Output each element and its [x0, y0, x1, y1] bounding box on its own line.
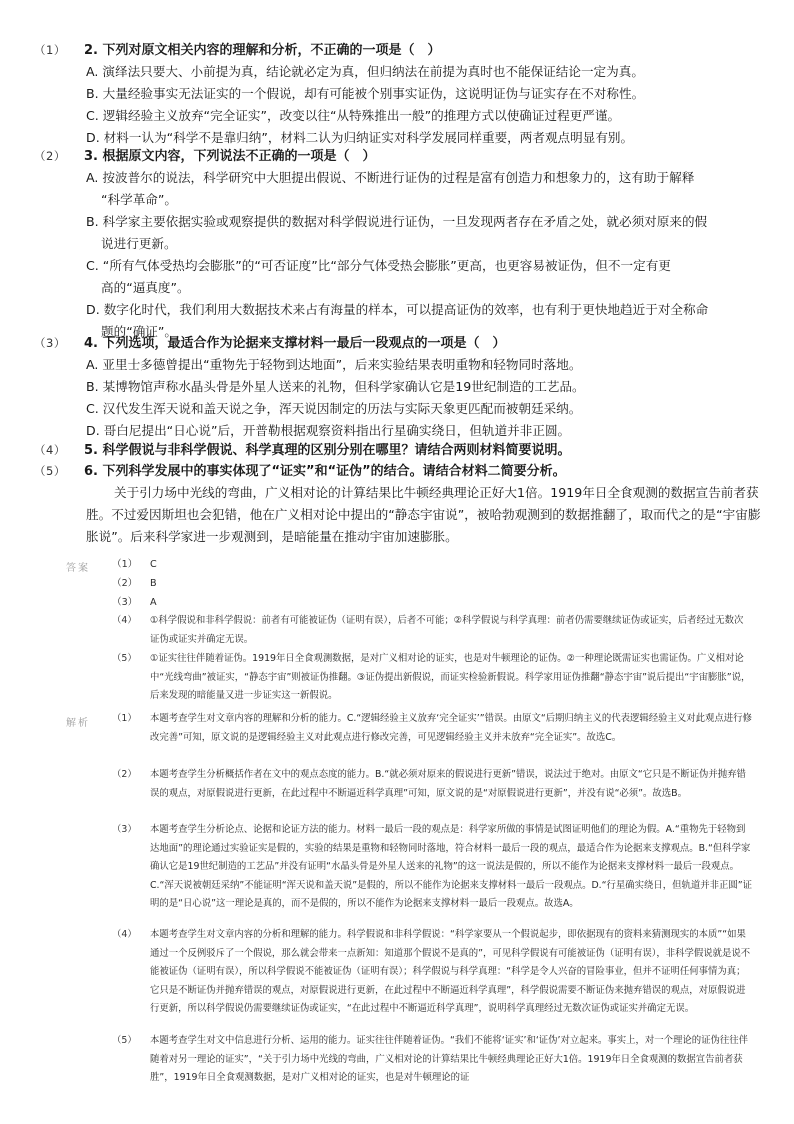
analysis-paragraph [112, 821, 752, 914]
answer-paragraph [112, 612, 752, 649]
question-2 [34, 146, 764, 343]
question-1 [34, 40, 764, 149]
analysis-paragraph [112, 766, 752, 803]
analysis-text: 本题考查学生分析概括作者在文中的观点态度的能力。B.“就必须对原来的假说进行更新”错误，说法过于绝对。由原文“它只是不断证伪并抛弃错误的观点，对原假说进行更新，在此过程中不断逼近科学真理”可知，原文说的是“对原假说进行更新”，并没有说“必须”。故选B。 [150, 769, 746, 799]
answer-paragraph [112, 650, 752, 706]
option-text-continued: 题的“确证”。 [101, 324, 178, 339]
option-text-continued: 说进行更新。 [101, 236, 177, 251]
option-text-continued: “科学革命”。 [101, 192, 178, 207]
question-header [34, 333, 764, 354]
option-text-continued: 高的“逼真度”。 [101, 280, 190, 295]
question-stem: 2. 下列对原文相关内容的理解和分析，不正确的一项是（ ） [84, 43, 441, 58]
option-a: A. 亚里士多德曾提出“重物先于轻物到达地面”，后来实验结果表明重物和轻物同时落地。 [86, 357, 582, 372]
analysis-text: 本题考查学生对文中信息进行分析、运用的能力。证实往往伴随着证伪。“我们不能将‘证实’和‘证伪’对立起来。事实上，对一个理论的证伪往往伴随着对另一理论的证实”，“关于引力场中光线的弯曲，广义相对论的计算结果比牛顿经典理论正好大1倍。1919年日全食观测的数据宣告前者获胜”，1919年日全食观测数据，是对广义相对论的证实，也是对牛顿理论的证 [150, 1035, 749, 1084]
option-b: B. 大量经验事实无法证实的一个假说，却有可能被个别事实证伪，这说明证伪与证实存在不对称性。 [86, 86, 645, 101]
option-d: D. 哥白尼提出“日心说”后，开普勒根据观察资料指出行星确实绕日，但轨道并非正圆。 [86, 423, 571, 438]
answer-text: ①科学假说和非科学假说：前者有可能被证伪（证明有误），后者不可能；②科学假说与科学真理：前者仍需要继续证伪或证实，后者经过无数次证伪或证实并确定无误。 [150, 615, 744, 645]
option-text: B. 科学家主要依据实验或观察提供的数据对科学假说进行证伪，一旦发现两者存在矛盾之处，就必须对原来的假 [86, 214, 708, 229]
answer-row [112, 556, 157, 573]
question-header [34, 40, 764, 61]
answer-number: （5） [112, 653, 137, 664]
option-text: A. 按波普尔的说法，科学研究中大胆提出假说、不断进行证伪的过程是富有创造力和想象力的，这有助于解释 [86, 170, 695, 185]
analysis-number: （3） [112, 824, 137, 835]
question-number: （4） [34, 443, 66, 457]
answer-number: （2） [112, 578, 138, 589]
question-stem: 4. 下列选项，最适合作为论据来支撑材料一最后一段观点的一项是（ ） [84, 336, 506, 351]
question-header [34, 461, 764, 482]
answer-text: ①证实往往伴随着证伪。1919年日全食观测数据，是对广义相对论的证实，也是对牛顿理论的证伪。②一种理论既需证实也需证伪。广义相对论中“光线弯曲”被证实，“静态宇宙”则被证伪推翻。③证伪提出新假说，而证实检验新假说。科学家用证伪推翻“静态宇宙”说后提出“宇宙膨胀”说，后来发现的暗能量又进一步证实这一新假说。 [150, 653, 751, 702]
analysis-number: （4） [112, 929, 137, 940]
option-c: C. 逻辑经验主义放弃“完全证实”，改变以往“从特殊推出一般”的推理方式以使确证过程更严谨。 [86, 108, 621, 123]
answer-row [112, 575, 157, 592]
question-number: （1） [34, 43, 66, 57]
option-b [34, 211, 764, 255]
question-number: （5） [34, 464, 66, 478]
option-text: D. 数字化时代，我们利用大数据技术来占有海量的样本，可以提高证伪的效率，也有利于更快地趋近于对全称命 [86, 302, 709, 317]
answer-row [112, 594, 157, 611]
answer-text: A [150, 597, 157, 608]
option-c [34, 255, 764, 299]
answer-text: C [150, 559, 157, 570]
question-5 [34, 461, 764, 548]
answer-number: （3） [112, 597, 138, 608]
option-a [34, 167, 764, 211]
analysis-text: 本题考查学生对文章内容的分析和理解的能力。科学假说和非科学假说：“科学家要从一个假说起步，即依据现有的资料来猜测现实的本质”“如果通过一个反例驳斥了一个假说，那么就会带来一点新知：知道那个假说不是真的”，可见科学假说有可能被证伪（证明有误），非科学假说就是说不能被证伪（证明有误），所以科学假说不能被证伪（证明有误）；科学假说与科学真理：“科学是令人兴奋的冒险事业，但并不证明任何事情为真；它只是不断证伪并抛弃错误的观点，对原假说进行更新，在此过程中不断逼近科学真理”，科学假说需要不断证伪来抛弃错误的观点，对原假说进行更新，所以科学假说仍需要继续证伪或证实，“在此过程中不断逼近科学真理”，说明科学真理经过无数次证伪或证实并确定无误。 [150, 929, 751, 1015]
question-stem: 3. 根据原文内容，下列说法不正确的一项是（ ） [84, 149, 376, 164]
analysis-paragraph [112, 1032, 752, 1088]
answer-number: （4） [112, 615, 137, 626]
question-stem: 6. 下列科学发展中的事实体现了“证实”和“证伪”的结合。请结合材料二简要分析。 [84, 464, 566, 479]
answer-label: 答案 [66, 563, 90, 574]
analysis-text: 本题考查学生分析论点、论据和论证方法的能力。材料一最后一段的观点是：科学家所做的事情是试图证明他们的理论为假。A.“重物先于轻物到达地面”的理论通过实验证实是假的，实验的结果是重物和轻物同时落地，符合材料一最后一段的观点，最适合作为论据来支撑观点。B.“但科学家确认它是19世纪制造的工艺品”并没有证明“水晶头骨是外星人送来的礼物”的这一说法是假的，所以不能作为论据来支撑材料一最后一段观点。C.“浑天说被朝廷采纳”不能证明“浑天说和盖天说”是假的，所以不能作为论据来支撑材料一最后一段观点。D.“行星确实绕日，但轨道并非正圆”证明的是“日心说”这一理论是真的，而不是假的，所以不能作为论据来支撑材料一最后一段观点。故选A。 [150, 824, 752, 910]
analysis-number: （1） [112, 713, 137, 724]
question-header [34, 146, 764, 167]
option-d: D. 材料一认为“科学不是靠归纳”，材料二认为归纳证实对科学发展同样重要，两者观点明显有别。 [86, 130, 634, 145]
reading-material: 关于引力场中光线的弯曲，广义相对论的计算结果比牛顿经典理论正好大1倍。1919年日全食观测的数据宣告前者获胜。不过爱因斯坦也会犯错，他在广义相对论中提出的“静态宇宙说”，被哈勃观测到的数据推翻了，取而代之的是“宇宙膨胀说”。后来科学家进一步观测到，是暗能量在推动宇宙加速膨胀。 [86, 485, 761, 544]
question-number: （3） [34, 336, 66, 350]
analysis-label: 解析 [66, 718, 90, 729]
analysis-paragraph [112, 710, 752, 747]
option-a: A. 演绎法只要大、小前提为真，结论就必定为真，但归纳法在前提为真时也不能保证结论一定为真。 [86, 64, 644, 79]
analysis-paragraph [112, 926, 752, 1019]
question-3 [34, 333, 764, 442]
option-text: C. “所有气体受热均会膨胀”的“可否证度”比“部分气体受热会膨胀”更高，也更容易被证伪，但不一定有更 [86, 258, 671, 273]
option-c: C. 汉代发生浑天说和盖天说之争，浑天说因制定的历法与实际天象更匹配而被朝廷采纳。 [86, 401, 582, 416]
option-b: B. 某博物馆声称水晶头骨是外星人送来的礼物，但科学家确认它是19世纪制造的工艺品。 [86, 379, 585, 394]
analysis-text: 本题考查学生对文章内容的理解和分析的能力。C.“逻辑经验主义放弃‘完全证实’”错误。由原文“后期归纳主义的代表逻辑经验主义对此观点进行修改完善”可知，原文说的是逻辑经验主义对此观点进行修改完善，可见逻辑经验主义并未放弃“完全证实”。故选C。 [150, 713, 752, 743]
question-4 [34, 440, 764, 461]
answer-number: （1） [112, 559, 138, 570]
analysis-number: （2） [112, 769, 137, 780]
answer-text: B [150, 578, 157, 589]
question-stem: 5. 科学假说与非科学假说、科学真理的区别分别在哪里？请结合两则材料简要说明。 [84, 443, 571, 458]
question-header [34, 440, 764, 461]
analysis-number: （5） [112, 1035, 137, 1046]
question-number: （2） [34, 149, 66, 163]
